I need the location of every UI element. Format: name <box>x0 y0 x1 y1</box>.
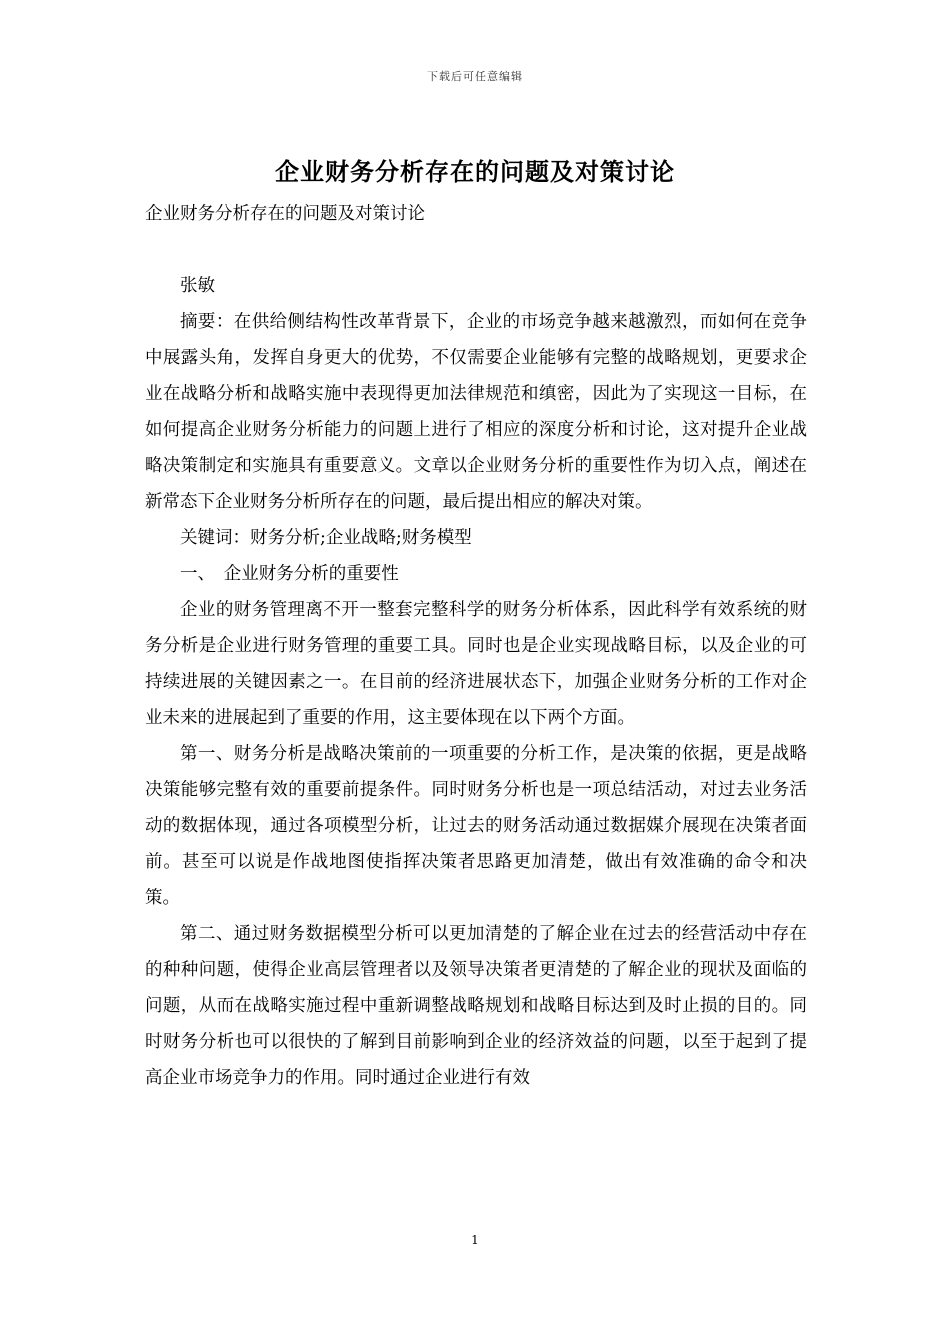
header-note: 下载后可任意编辑 <box>427 70 523 83</box>
author-name: 张敏 <box>180 276 215 296</box>
document-body <box>145 196 807 1096</box>
page-number: 1 <box>471 1233 479 1247</box>
body-paragraph: 企业的财务管理离不开一整套完整科学的财务分析体系，因此科学有效系统的财务分析是企业进行财务管理的重要工具。同时也是企业实现战略目标，以及企业的可持续进展的关键因素之一。在目前的经济进展状态下，加强企业财务分析的工作对企业未来的进展起到了重要的作用，这主要体现在以下两个方面。 <box>145 600 807 728</box>
blank-line <box>145 232 807 268</box>
document-title: 企业财务分析存在的问题及对策讨论 <box>275 157 675 186</box>
body-paragraph: 第一、财务分析是战略决策前的一项重要的分析工作，是决策的依据，更是战略决策能够完整有效的重要前提条件。同时财务分析也是一项总结活动，对过去业务活动的数据体现，通过各项模型分析，让过去的财务活动通过数据媒介展现在决策者面前。甚至可以说是作战地图使指挥决策者思路更加清楚，做出有效准确的命令和决策。 <box>145 744 807 908</box>
document-subtitle: 企业财务分析存在的问题及对策讨论 <box>145 204 425 224</box>
section-heading: 一、 企业财务分析的重要性 <box>180 564 399 584</box>
abstract-paragraph: 摘要：在供给侧结构性改革背景下，企业的市场竞争越来越激烈，而如何在竞争中展露头角，发挥自身更大的优势，不仅需要企业能够有完整的战略规划，更要求企业在战略分析和战略实施中表现得更加法律规范和缜密，因此为了实现这一目标，在如何提高企业财务分析能力的问题上进行了相应的深度分析和讨论，这对提升企业战略决策制定和实施具有重要意义。文章以企业财务分析的重要性作为切入点，阐述在新常态下企业财务分析所存在的问题，最后提出相应的解决对策。 <box>145 312 807 512</box>
keywords-line: 关键词：财务分析;企业战略;财务模型 <box>180 528 472 548</box>
body-paragraph: 第二、通过财务数据模型分析可以更加清楚的了解企业在过去的经营活动中存在的种种问题，使得企业高层管理者以及领导决策者更清楚的了解企业的现状及面临的问题，从而在战略实施过程中重新调整战略规划和战略目标达到及时止损的目的。同时财务分析也可以很快的了解到目前影响到企业的经济效益的问题，以至于起到了提高企业市场竞争力的作用。同时通过企业进行有效 <box>145 924 807 1088</box>
